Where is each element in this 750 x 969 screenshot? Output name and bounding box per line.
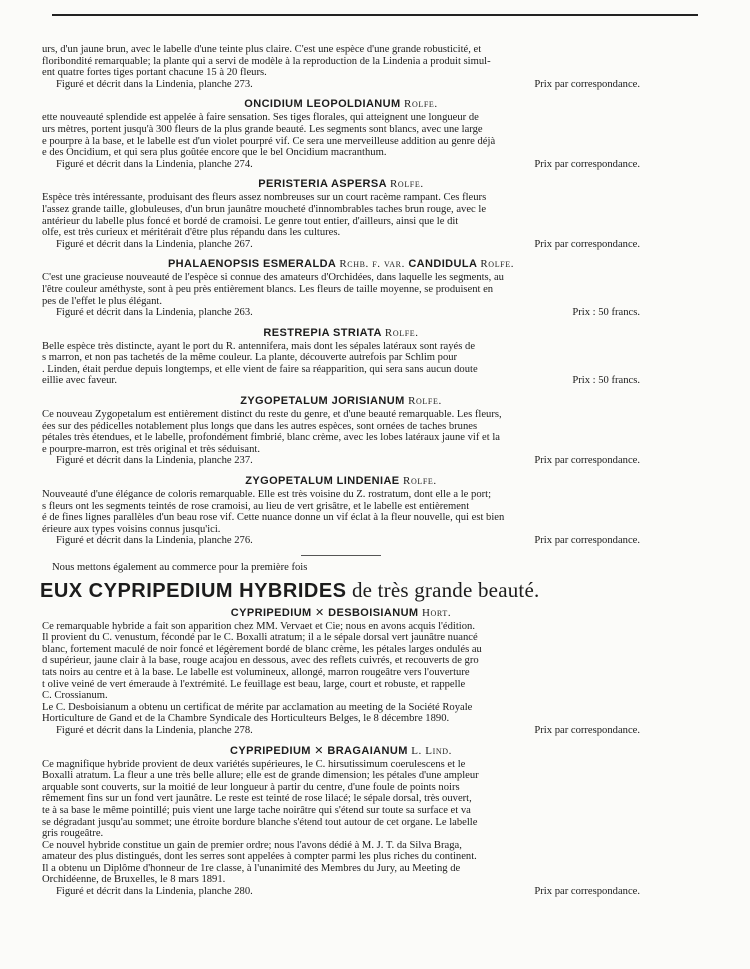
body-line: e pourpre-marron, est très original et très séduisant. <box>42 443 260 455</box>
reference-row <box>42 535 640 547</box>
body-line: d supérieur, jaune clair à la base, rouge acajou en dessous, avec des reflets cuivrés, et recouverts de gro <box>42 655 479 667</box>
author-name: Rolfe. <box>480 258 515 271</box>
body-line: s fleurs ont les segments teintés de rose cramoisi, au lieu de vert grisâtre, et le labelle est entièrement <box>42 500 470 512</box>
reference-row <box>42 455 640 467</box>
body-line: érieure aux types voisins connus jusqu'ici. <box>42 523 221 535</box>
body-line: e des Oncidium, et qui sera plus goûtée encore que le bel Oncidium macranthum. <box>42 147 387 159</box>
variety-name: CANDIDULA <box>408 258 477 271</box>
body-line: Belle espèce très distincte, ayant le port du R. antennifera, mais dont les sépales latéraux sont rayés de <box>42 340 476 352</box>
body-line: tats noirs au centre et à la base. Le labelle est volumineux, allongé, marron rougeâtre vers l'ouverture <box>42 666 470 678</box>
body-line: e pourpre à la base, et le labelle est d'un violet pourpré vif. Ce sera une merveilleuse addition au genre déjà <box>42 135 496 147</box>
body-line: Le C. Desboisianum a obtenu un certificat de mérite par acclamation au meeting de la Société Royale <box>42 701 473 713</box>
reference-row <box>42 364 640 376</box>
body-line: rêmement fins sur un fond vert jaunâtre. Le reste est teinté de rose lilacé; le sépale dorsal, très ouvert, <box>42 793 472 805</box>
entry-title <box>42 258 640 271</box>
section-divider <box>301 555 381 556</box>
body-line: l'être couleur améthyste, sont à peu près entièrement blancs. Les fleurs de taille moyenne, se produisent en <box>42 283 494 295</box>
species-name: RESTREPIA STRIATA <box>263 326 382 339</box>
body-line: antérieur du labelle plus foncé et bordé de cramoisi. Le genre tout entier, d'ailleurs, ainsi que le dit <box>42 215 459 227</box>
section-heading-caps: EUX CYPRIPEDIUM HYBRIDES <box>40 579 347 602</box>
author-name: Rolfe. <box>404 98 438 111</box>
reference-row <box>42 159 640 171</box>
species-name: ONCIDIUM LEOPOLDIANUM <box>244 98 401 111</box>
entry-cypripedium-bragaianum <box>42 745 640 898</box>
entry-continuation <box>42 44 640 90</box>
entry-title <box>42 395 640 408</box>
body-line: ent quatre fortes tiges portant chacune 15 à 20 fleurs. <box>42 67 267 79</box>
species-name: CYPRIPEDIUM ✕ DESBOISIANUM <box>230 606 419 619</box>
body-line: Boxalli atratum. La fleur a une très belle allure; elle est de grande dimension; les pétales d'une ampleur <box>42 770 479 782</box>
entry-zygopetalum-jorisianum <box>42 395 640 467</box>
body-line: eillie avec faveur. <box>42 375 117 387</box>
species-name: CYPRIPEDIUM ✕ BRAGAIANUM <box>230 744 408 757</box>
author-name: Rolfe. <box>408 395 442 408</box>
body-line: floribondité remarquable; la plante qui a servi de modèle à la reproduction de la Lindenia a produit simul- <box>42 55 491 67</box>
price-note: Prix par correspondance. <box>534 455 640 467</box>
body-line: Espèce très intéressante, produisant des fleurs assez nombreuses sur un court racème rampant. Ces fleurs <box>42 192 487 204</box>
body-line: t olive veiné de vert émeraude à l'extrémité. Le feuillage est beau, large, court et robuste, et rappelle <box>42 678 466 690</box>
body-line: ées sur des pédicelles notablement plus longs que dans les autres espèces, sont ornées de taches brunes <box>42 420 478 432</box>
price-note: Prix par correspondance. <box>534 886 640 898</box>
body-line: é de fines lignes parallèles d'un beau rose vif. Cette nuance donne un vif éclat à la fleur nouvelle, qui est bien <box>42 512 505 524</box>
body-line: Ce magnifique hybride provient de deux variétés supérieures, le C. hirsutissimum coerulescens et le <box>42 758 466 770</box>
body-line: C'est une gracieuse nouveauté de l'espèce si connue des amateurs d'Orchidées, dans laquelle les segments, au <box>42 272 504 284</box>
entry-restrepia-striata <box>42 327 640 387</box>
body-line: Il provient du C. venustum, fécondé par le C. Boxalli atratum; il a le sépale dorsal vert jaunâtre nuancé <box>42 632 478 644</box>
plate-reference: Figuré et décrit dans la Lindenia, planche 237. <box>56 455 253 467</box>
body-line: l'assez grande taille, globuleuses, d'un brun jaunâtre moucheté d'innombrables taches brun rouge, avec le <box>42 203 487 215</box>
species-name: ZYGOPETALUM JORISIANUM <box>240 395 405 408</box>
section-heading-rest: de très grande beauté. <box>346 577 540 602</box>
body-line: Ce nouvel hybride constitue un gain de premier ordre; nous l'avons dédié à M. J. T. da Silva Braga, <box>42 839 462 851</box>
top-rule <box>52 14 698 16</box>
price-note: Prix par correspondance. <box>534 78 640 90</box>
entry-title <box>42 98 640 111</box>
body-line: olfe, est très curieux et méritérait d'être plus répandu dans les cultures. <box>42 227 341 239</box>
plate-reference: Figuré et décrit dans la Lindenia, planche 273. <box>56 78 253 90</box>
plate-reference: Figuré et décrit dans la Lindenia, planche 274. <box>56 158 253 170</box>
reference-row <box>42 886 640 898</box>
reference-row <box>42 307 640 319</box>
variety-author: Rchb. f. var. <box>339 258 409 271</box>
price-note: Prix par correspondance. <box>534 724 640 736</box>
author-name: Rolfe. <box>384 326 419 339</box>
body-line: arquable sont couverts, sur la moitié de leur longueur à partir du centre, d'une foule de points noirs <box>42 781 460 793</box>
reference-row <box>42 725 640 737</box>
body-line: ette nouveauté splendide est appelée à faire sensation. Ses tiges florales, qui atteignent une longueur de <box>42 112 479 124</box>
body-line: Il a obtenu un Diplôme d'honneur de 1re classe, à l'unanimité des Membres du Jury, au Meeting de <box>42 862 461 874</box>
reference-row <box>42 239 640 251</box>
section-heading <box>40 578 640 603</box>
price-note: Prix : 50 francs. <box>572 307 640 319</box>
entry-cypripedium-desboisianum <box>42 607 640 737</box>
plate-reference: Figuré et décrit dans la Lindenia, planche 280. <box>56 886 253 898</box>
plate-reference: Figuré et décrit dans la Lindenia, planche 263. <box>56 307 253 319</box>
body-line: urs mètres, portent jusqu'à 300 fleurs de la plus grande beauté. Les segments sont blancs, avec une large <box>42 123 483 135</box>
entry-title <box>42 327 640 340</box>
body-line: pétales très étendues, et le labelle, profondément fimbrié, blanc crème, avec les lobes latéraux jaune vif et la <box>42 432 500 444</box>
price-note: Prix : 50 francs. <box>572 375 640 387</box>
entry-oncidium-leopoldianum <box>42 98 640 170</box>
body-line: te à sa base le même pointillé; puis vient une large tache noirâtre qui s'étend sur toute sa surface et va <box>42 804 471 816</box>
entry-title <box>42 607 640 620</box>
entry-phalaenopsis-esmeralda <box>42 258 640 318</box>
body-line: se dégradant jusqu'au sommet; une étroite bordure blanche s'étend tout autour de cet organe. Le labelle <box>42 816 478 828</box>
body-line: Orchidéenne, de Bruxelles, le 8 mars 1891. <box>42 874 226 886</box>
price-note: Prix par correspondance. <box>534 535 640 547</box>
species-name: ZYGOPETALUM LINDENIAE <box>245 475 400 488</box>
body-line: C. Crossianum. <box>42 690 108 702</box>
body-line: Ce nouveau Zygopetalum est entièrement distinct du reste du genre, et d'une beauté remarquable. Les fleurs, <box>42 409 502 421</box>
price-note: Prix par correspondance. <box>534 158 640 170</box>
author-name: Rolfe. <box>390 178 424 191</box>
body-line: amateur des plus distingués, dont les serres sont appelées à compter parmi les plus riches du continent. <box>42 851 477 863</box>
plate-reference: Figuré et décrit dans la Lindenia, planche 267. <box>56 238 253 250</box>
author-name: L. Lind. <box>411 744 452 757</box>
body-line: Nouveauté d'une élégance de coloris remarquable. Elle est très voisine du Z. rostratum, dont elle a le port; <box>42 489 492 501</box>
entry-zygopetalum-lindeniae <box>42 475 640 547</box>
body-line: Horticulture de Gand et de la Chambre Syndicale des Horticulteurs Belges, le 8 décembre 1890. <box>42 713 450 725</box>
entry-peristeria-aspersa <box>42 178 640 250</box>
reference-row <box>42 79 640 91</box>
body-line: . Linden, était perdue depuis longtemps, et elle vient de faire sa réapparition, qui sera sans aucun doute <box>42 363 478 375</box>
plate-reference: Figuré et décrit dans la Lindenia, planche 276. <box>56 535 253 547</box>
body-line: s marron, et non pas tachetés de la même couleur. La plante, découverte autrefois par Schlim pour <box>42 352 458 364</box>
species-name: PHALAENOPSIS ESMERALDA <box>167 258 336 271</box>
author-name: Hort. <box>421 606 452 619</box>
body-line: pes de l'effet le plus élégant. <box>42 295 162 307</box>
body-line: blanc, fortement maculé de noir foncé et légèrement bordé de blanc crème, les pétales larges ondulés au <box>42 643 482 655</box>
page-content <box>42 44 640 900</box>
price-note: Prix par correspondance. <box>534 238 640 250</box>
entry-title <box>42 475 640 488</box>
plate-reference: Figuré et décrit dans la Lindenia, planche 278. <box>56 724 253 736</box>
entry-title <box>42 745 640 758</box>
species-name: PERISTERIA ASPERSA <box>258 178 387 191</box>
body-line: gris rougeâtre. <box>42 828 104 840</box>
body-line: urs, d'un jaune brun, avec le labelle d'une teinte plus claire. C'est une espèce d'une grande robusticité, et <box>42 44 482 55</box>
intro-line: Nous mettons également au commerce pour la première fois <box>52 562 308 573</box>
author-name: Rolfe. <box>403 475 437 488</box>
reference-row <box>42 375 640 387</box>
body-line: Ce remarquable hybride a fait son apparition chez MM. Vervaet et Cie; nous en avons acquis l'édition. <box>42 620 475 632</box>
entry-title <box>42 178 640 191</box>
